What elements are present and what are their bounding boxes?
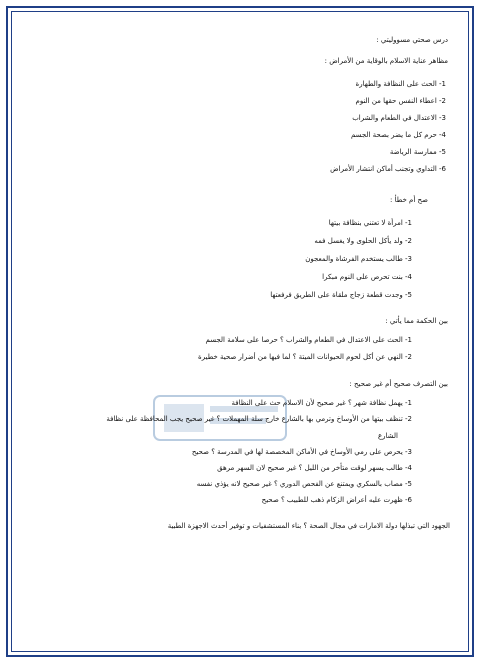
list-item: 4- حرم كل ما يضر بصحة الجسم — [350, 131, 446, 139]
list-item: 2- النهي عن أكل لحوم الحيوانات الميتة ؟ لما فيها من أضرار صحية خطيرة — [198, 353, 412, 361]
list-item: 4- طالب يسهر لوقت متأخر من الليل ؟ غير صحيح لان السهر مرهق — [217, 464, 412, 472]
list-item: 4- بنت تحرص على النوم مبكرا — [322, 273, 412, 281]
section2-list — [20, 219, 450, 300]
list-item: 3- طالب يستخدم الفرشاة والمعجون — [305, 255, 412, 263]
list-item: 6- ظهرت عليه أعراض الزكام ذهب للطبيب ؟ صحيح — [261, 496, 412, 504]
list-item-text: 2- تنظف بيتها من الأوساخ وترمي بها بالشارع خارج سلة المهملات ؟ غير صحيح يجب المحافظة على نظافة — [106, 415, 412, 423]
section4-heading: بين التصرف صحيح أم غير صحيح : — [349, 380, 448, 388]
list-item: 2- اعطاء النفس حقها من النوم — [355, 97, 446, 105]
list-item: 1- الحث على النظافة والطهارة — [355, 80, 446, 88]
section2-heading: صح أم خطأ : — [390, 196, 428, 204]
footer-question: الجهود التي تبذلها دولة الامارات في مجال الصحة ؟ بناء المستشفيات و توفير أحدث الاجهزة الطبية — [167, 522, 450, 530]
section1-list — [20, 80, 450, 174]
lesson-title: درس صحتي مسووليتي : — [376, 36, 448, 44]
document-content — [20, 36, 450, 531]
list-item: 1- الحث على الاعتدال في الطعام والشراب ؟ حرصا على سلامة الجسم — [205, 336, 412, 344]
section3-heading: بين الحكمة مما يأتي : — [385, 317, 448, 325]
section1-heading: مظاهر عناية الاسلام بالوقاية من الأمراض : — [324, 57, 448, 65]
list-item: 2- ولد يأكل الحلوى ولا يغسل فمه — [314, 237, 412, 245]
list-item: 3- الاعتدال في الطعام والشراب — [352, 114, 446, 122]
list-item-continuation: الشارع — [377, 432, 398, 440]
list-item: 5- وجدت قطعة زجاج ملقاة على الطريق فرفعتها — [270, 291, 412, 299]
list-item: 5- مصاب بالسكري ويمتنع عن الفحص الدوري ؟ غير صحيح لانه يؤذي نفسه — [196, 480, 412, 488]
list-item: 5- ممارسة الرياضة — [389, 148, 446, 156]
section3-list — [20, 336, 450, 362]
list-item: 1- امرأة لا تعتني بنظافة بيتها — [328, 219, 412, 227]
list-item: 6- التداوي وتجنب أماكن انتشار الأمراض — [330, 165, 446, 173]
list-item — [20, 415, 450, 441]
list-item: 3- يحرص على رمي الأوساخ في الأماكن المخصصة لها في المدرسة ؟ صحيح — [191, 448, 412, 456]
list-item: 1- يهمل نظافة شهر ؟ غير صحيح لأن الاسلام حث على النظافة — [231, 399, 412, 407]
section4-list — [20, 399, 450, 505]
